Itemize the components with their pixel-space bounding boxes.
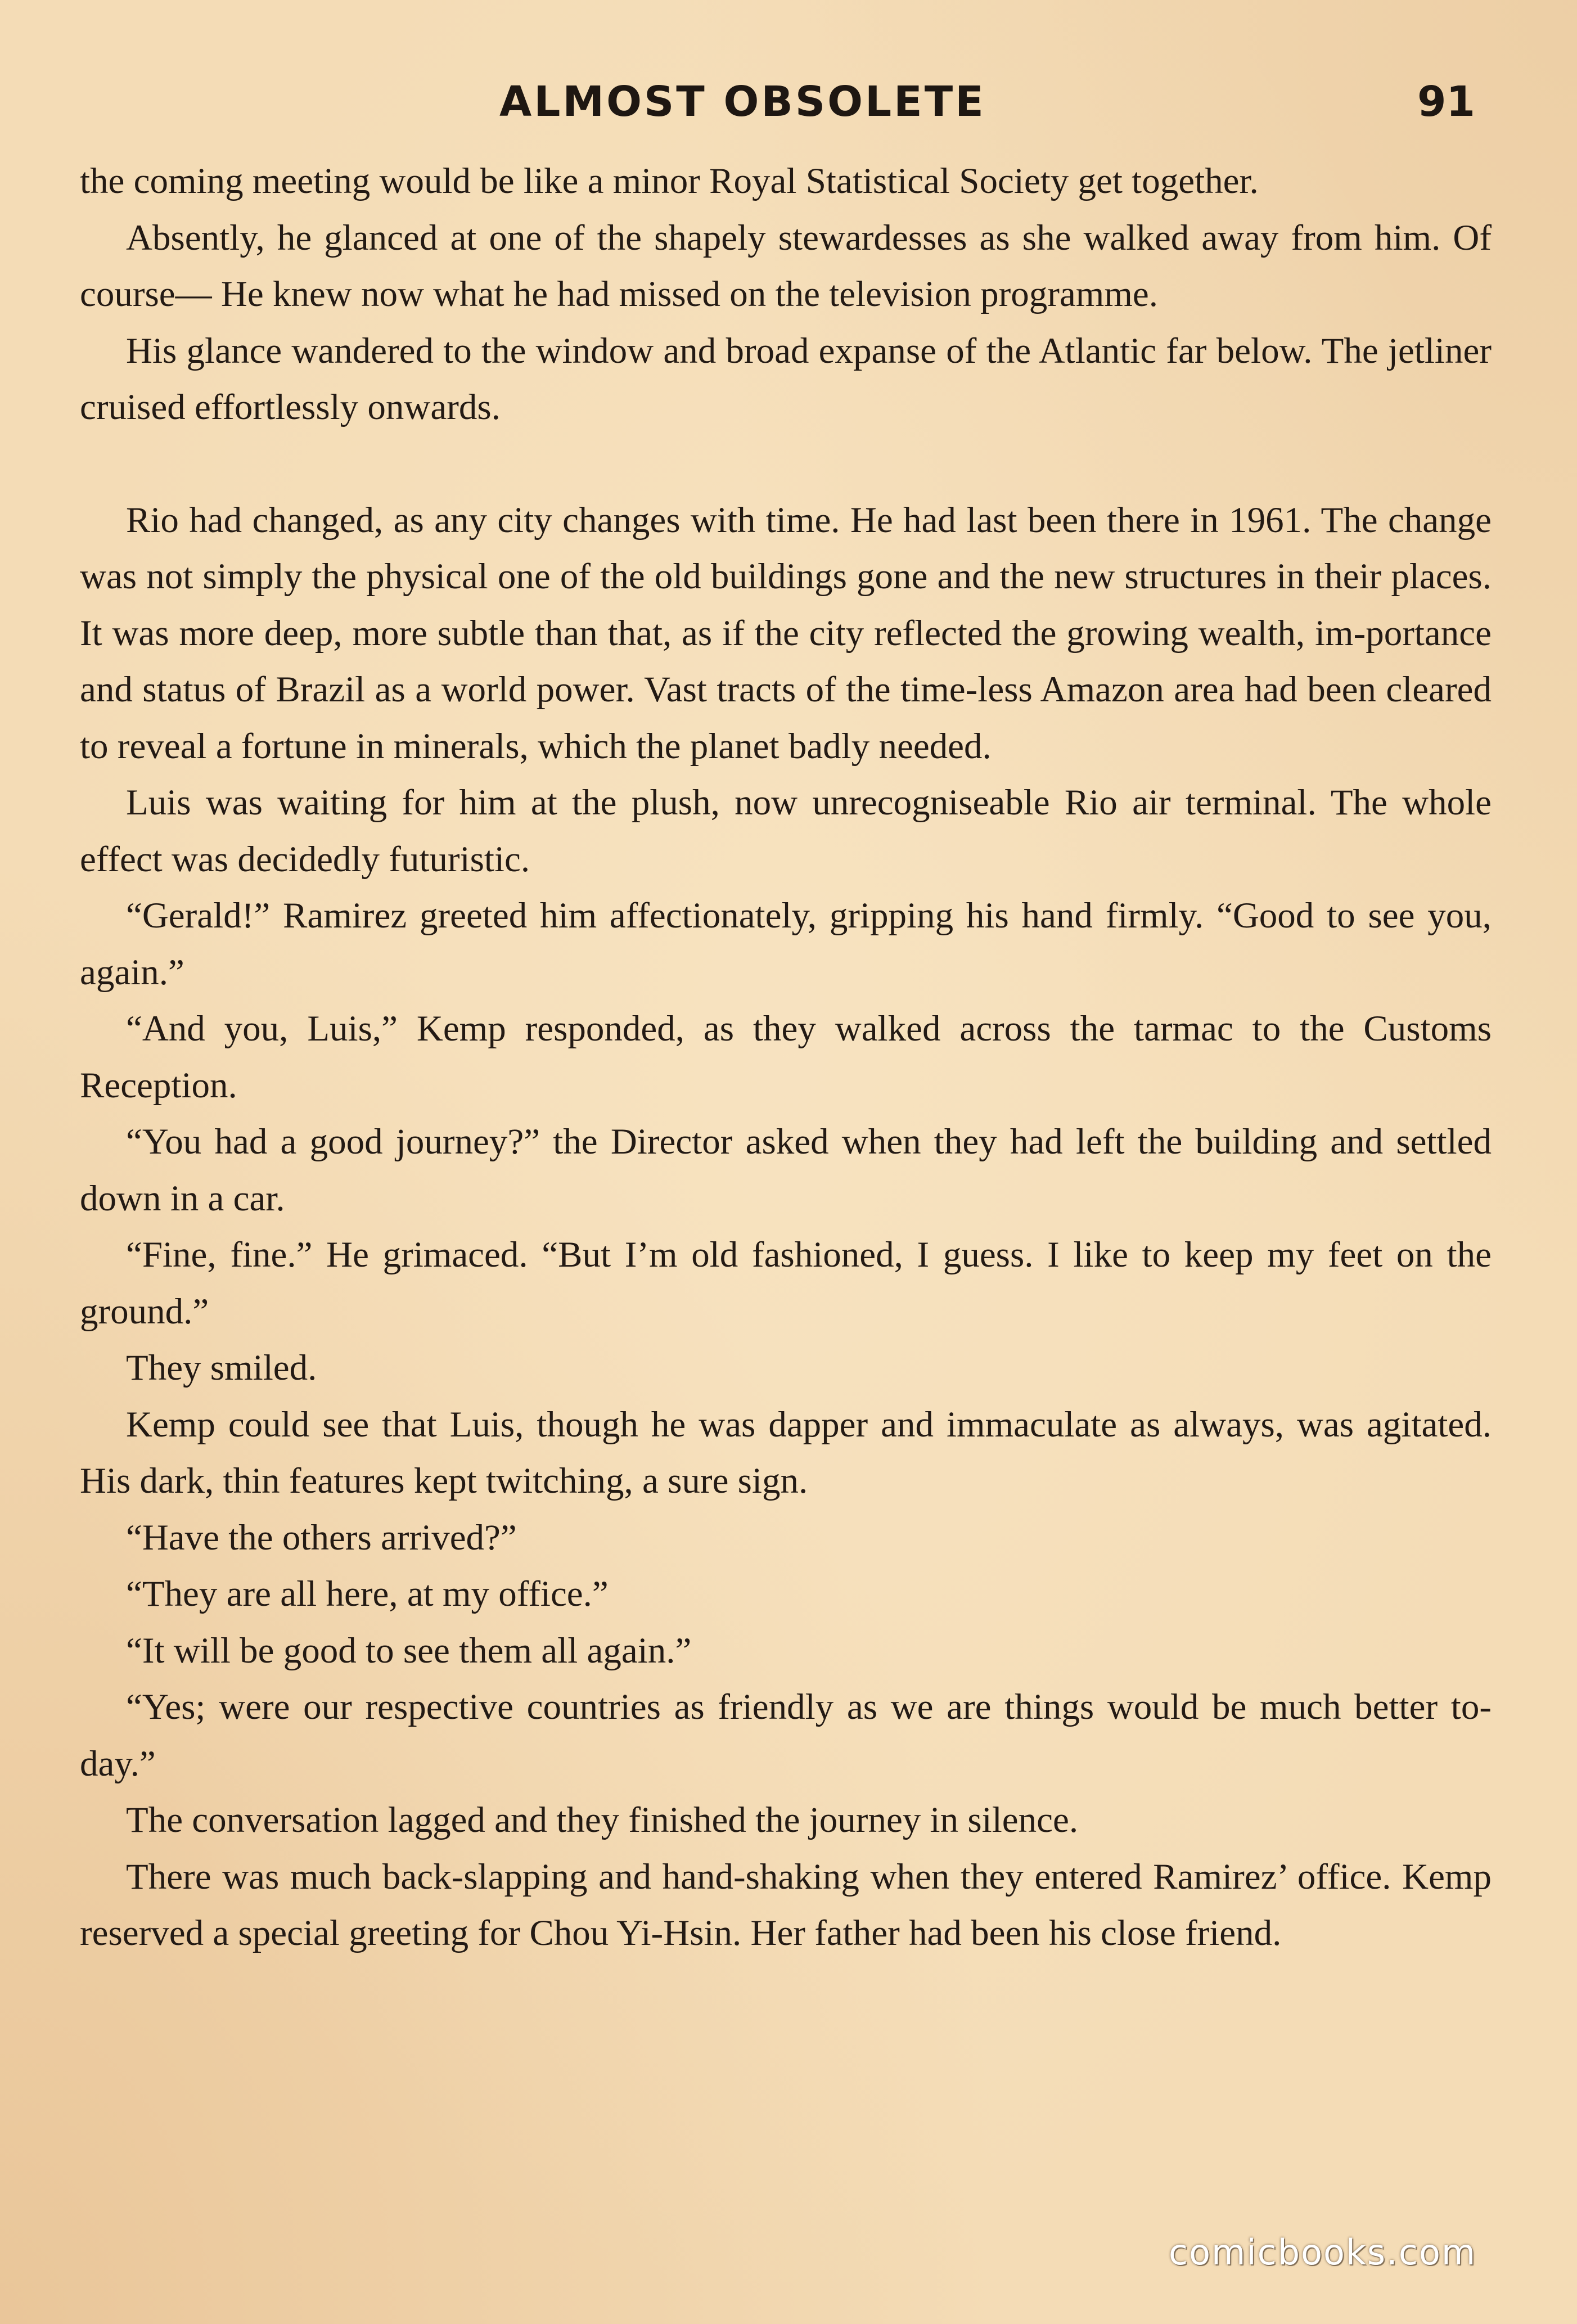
paragraph: “They are all here, at my office.” bbox=[126, 1574, 609, 1614]
paragraph: Absently, he glanced at one of the shapely stewardesses as she walked away from him. Of course— He knew now what he had missed on the television programme. bbox=[80, 217, 1492, 314]
running-head bbox=[0, 78, 1577, 139]
section-break bbox=[80, 436, 1492, 492]
paragraph: “Have the others arrived?” bbox=[126, 1517, 517, 1558]
paragraph: “You had a good journey?” the Director asked when they had left the building and settled down in a car. bbox=[80, 1122, 1492, 1219]
paragraph: “Yes; were our respective countries as friendly as we are things would be much better to-day.” bbox=[80, 1687, 1492, 1784]
paragraph: Luis was waiting for him at the plush, now unrecogniseable Rio air terminal. The whole effect was decidedly futuristic. bbox=[80, 782, 1492, 880]
paragraph: “It will be good to see them all again.” bbox=[126, 1630, 692, 1671]
page-number: 91 bbox=[1417, 78, 1475, 126]
paragraph: His glance wandered to the window and broad expanse of the Atlantic far below. The jetliner cruised effortlessly onwards. bbox=[80, 330, 1492, 427]
paragraph: The conversation lagged and they finished the journey in silence. bbox=[126, 1800, 1079, 1840]
paragraph: They smiled. bbox=[126, 1348, 317, 1388]
paragraph: “Gerald!” Ramirez greeted him affectionately, gripping his hand firmly. “Good to see you, again.” bbox=[80, 895, 1492, 993]
paragraph: Kemp could see that Luis, though he was dapper and immaculate as always, was agitated. His dark, thin features kept twitching, a sure sign. bbox=[80, 1404, 1492, 1501]
paragraph: “And you, Luis,” Kemp responded, as they walked across the tarmac to the Customs Reception. bbox=[80, 1008, 1492, 1106]
paragraph: There was much back-slapping and hand-shaking when they entered Ramirez’ office. Kemp reserved a special greeting for Chou Yi-Hsin. Her father had been his close friend. bbox=[80, 1856, 1492, 1953]
site-watermark: comicbooks.com bbox=[1169, 2232, 1477, 2273]
paragraph: “Fine, fine.” He grimaced. “But I’m old fashioned, I guess. I like to keep my feet on the ground.” bbox=[80, 1235, 1492, 1332]
paragraph: the coming meeting would be like a minor Royal Statistical Society get together. bbox=[80, 161, 1259, 201]
body-text bbox=[80, 153, 1492, 1962]
running-title: ALMOST OBSOLETE bbox=[499, 78, 986, 126]
paragraph: Rio had changed, as any city changes with time. He had last been there in 1961. The change was not simply the physical one of the old buildings gone and the new structures in their places. It was more deep, more subtle than that, as if the city reflected the growing wealth, im-portance and status of Brazil as a world power. Vast tracts of the time-less Amazon area had been cleared to reveal a fortune in minerals, which the planet badly needed. bbox=[80, 499, 1492, 767]
